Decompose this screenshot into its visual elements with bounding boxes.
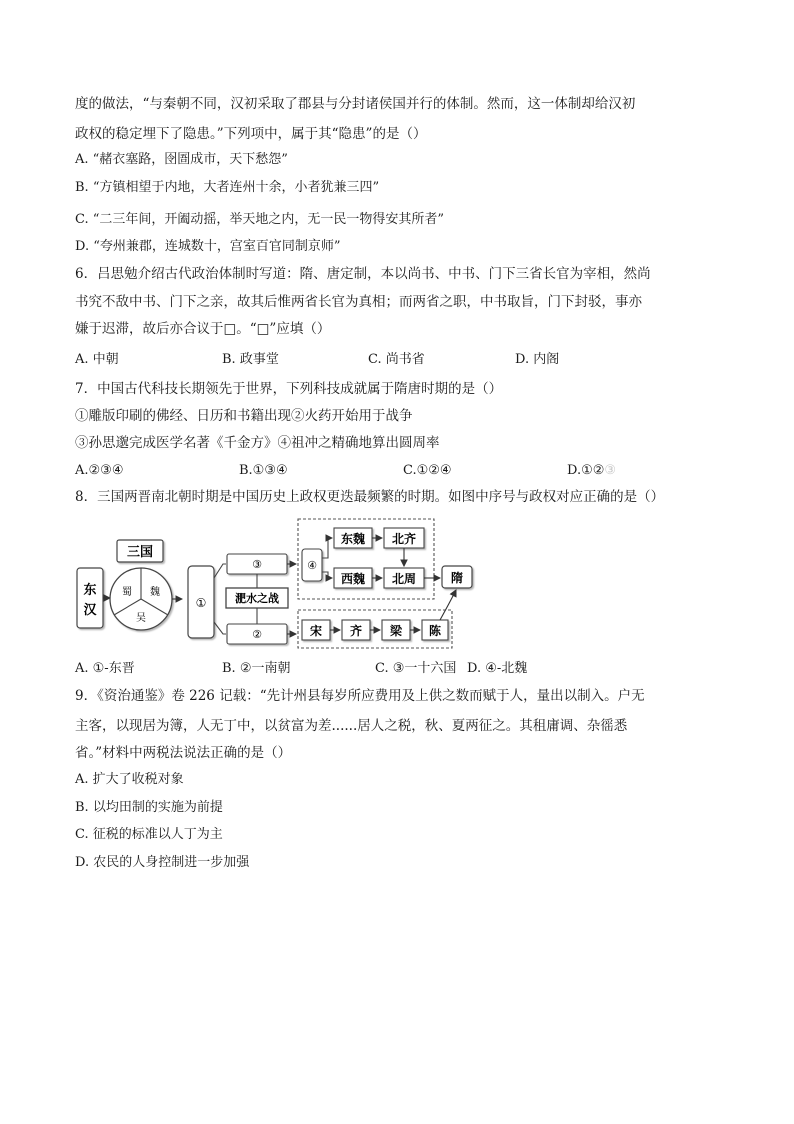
song-box (302, 620, 330, 640)
q6-stem-line-2: 书究不敌中书、门下之亲，故其后惟两省长官为真相；而两省之职，中书取旨，门下封驳，事亦 (75, 294, 642, 310)
q5-option-b: B. “方镇相望于内地，大者连州十余，小者犹兼三四” (75, 180, 380, 195)
q6-option-b: B. 政事堂 (222, 352, 279, 367)
q5-option-a: A. “赭衣塞路，囹圄成市，天下愁怨” (75, 152, 288, 167)
shu-label: 蜀 (122, 587, 132, 598)
q9-option-c: C. 征税的标准以人丁为主 (75, 827, 223, 842)
q6-stem-line-1: 6．吕思勉介绍古代政治体制时写道：隋、唐定制，本以尚书、中书、门下三省长官为宰相，然尚 (75, 266, 651, 282)
sui-box (442, 566, 472, 588)
q8-option-c: C. ③一十六国 (375, 661, 457, 676)
q9-stem-line-3: 省。”材料中两税法说法正确的是（） (75, 745, 292, 761)
q7-items-line-1: ①雕版印刷的佛经、日历和书籍出现②火药开始用于战争 (75, 408, 413, 424)
qi-box (342, 620, 370, 640)
q7-items-line-2: ③孙思邈完成医学名著《千金方》④祖冲之精确地算出圆周率 (75, 435, 440, 451)
q8-option-a: A. ①-东晋 (75, 661, 135, 676)
q6-option-a: A. 中朝 (75, 352, 119, 367)
north-qi-label: 北齐 (391, 532, 417, 546)
north-qi-box (384, 528, 424, 548)
sui-label: 隋 (450, 571, 464, 585)
box-1 (188, 566, 214, 638)
feishui-battle-box (226, 588, 288, 608)
three-kingdoms-label: 三国 (126, 545, 154, 560)
q7-option-d-faint-mark: ③ (604, 463, 617, 478)
qi-label: 齐 (349, 624, 363, 638)
east-han-label-top: 东 (83, 583, 97, 598)
west-wei-box (334, 568, 372, 588)
east-wei-box (334, 528, 372, 548)
chen-box (422, 620, 448, 640)
east-han-label-bottom: 汉 (83, 603, 97, 618)
q8-option-d: D. ④-北魏 (467, 661, 528, 676)
q6-option-c: C. 尚书省 (368, 352, 425, 367)
q5-stem-line-1: 度的做法，“与秦朝不同，汉初采取了郡县与分封诸侯国并行的体制。然而，这一体制却给汉初 (75, 96, 636, 112)
q5-option-d: D. “夸州兼郡，连城数十，宫室百官同制京师” (75, 239, 341, 254)
label-3: ③ (252, 558, 262, 571)
north-zhou-label: 北周 (391, 572, 417, 586)
q7-option-c: C.①②④ (403, 463, 452, 478)
label-4: ④ (307, 559, 317, 572)
box-3 (227, 554, 287, 574)
q7-option-d-text: D.①② (567, 463, 605, 478)
q8-diagram (70, 516, 490, 650)
q8-stem: 8．三国两晋南北朝时期是中国历史上政权更迭最频繁的时期。如图中序号与政权对应正确的是（） (75, 489, 665, 505)
east-han-box (77, 568, 103, 628)
label-2: ② (252, 628, 262, 641)
arrow-4-to-eastWei (322, 538, 332, 558)
q7-option-d (567, 462, 616, 480)
chen-label: 陈 (428, 624, 442, 638)
q7-option-b: B.①③④ (239, 463, 288, 478)
feishui-battle-label: 淝水之战 (235, 592, 279, 605)
q5-option-c: C. “二三年间，开阖动摇，举天地之内，无一民一物得安其所者” (75, 212, 445, 227)
west-wei-label: 西魏 (340, 572, 366, 586)
q8-option-b: B. ②一南朝 (222, 661, 291, 676)
q9-option-b: B. 以均田制的实施为前提 (75, 800, 223, 815)
q9-stem-line-2: 主客，以现居为簿，人无丁中，以贫富为差......居人之税，秋、夏两征之。其租庸调、杂徭悉 (75, 718, 628, 734)
three-kingdoms-box (117, 540, 163, 562)
connector-1-to-3 (214, 564, 226, 578)
q6-stem-line-3: 嫌于迟滞，故后亦合议于□。“□”应填（） (75, 321, 331, 337)
q6-option-d: D. 内阁 (515, 352, 560, 367)
q9-option-d: D. 农民的人身控制进一步加强 (75, 855, 250, 870)
liang-label: 梁 (389, 624, 403, 638)
north-zhou-box (384, 568, 424, 588)
wei-label: 魏 (150, 587, 160, 598)
connector-1-to-2 (214, 622, 226, 634)
three-kingdoms-circle (110, 568, 172, 630)
arrow-chen-to-sui (440, 590, 456, 620)
liang-box (382, 620, 410, 640)
song-label: 宋 (309, 624, 323, 638)
q9-stem-line-1: 9．《资治通鉴》卷 226 记载：“先计州县每岁所应费用及上供之数而赋于人，量出以制入。户无 (75, 688, 645, 704)
q5-stem-line-2: 政权的稳定埋下了隐患。”下列项中，属于其“隐患”的是（） (75, 126, 427, 142)
east-wei-label: 东魏 (340, 532, 366, 546)
box-2 (227, 624, 287, 644)
wu-label: 吴 (136, 613, 146, 624)
q7-option-a: A.②③④ (75, 463, 124, 478)
arrow-4-to-westWei (322, 572, 332, 578)
box-4 (302, 549, 322, 581)
label-1: ① (195, 596, 207, 610)
q7-stem: 7．中国古代科技长期领先于世界，下列科技成就属于隋唐时期的是（） (75, 381, 503, 397)
q9-option-a: A. 扩大了收税对象 (75, 772, 184, 787)
